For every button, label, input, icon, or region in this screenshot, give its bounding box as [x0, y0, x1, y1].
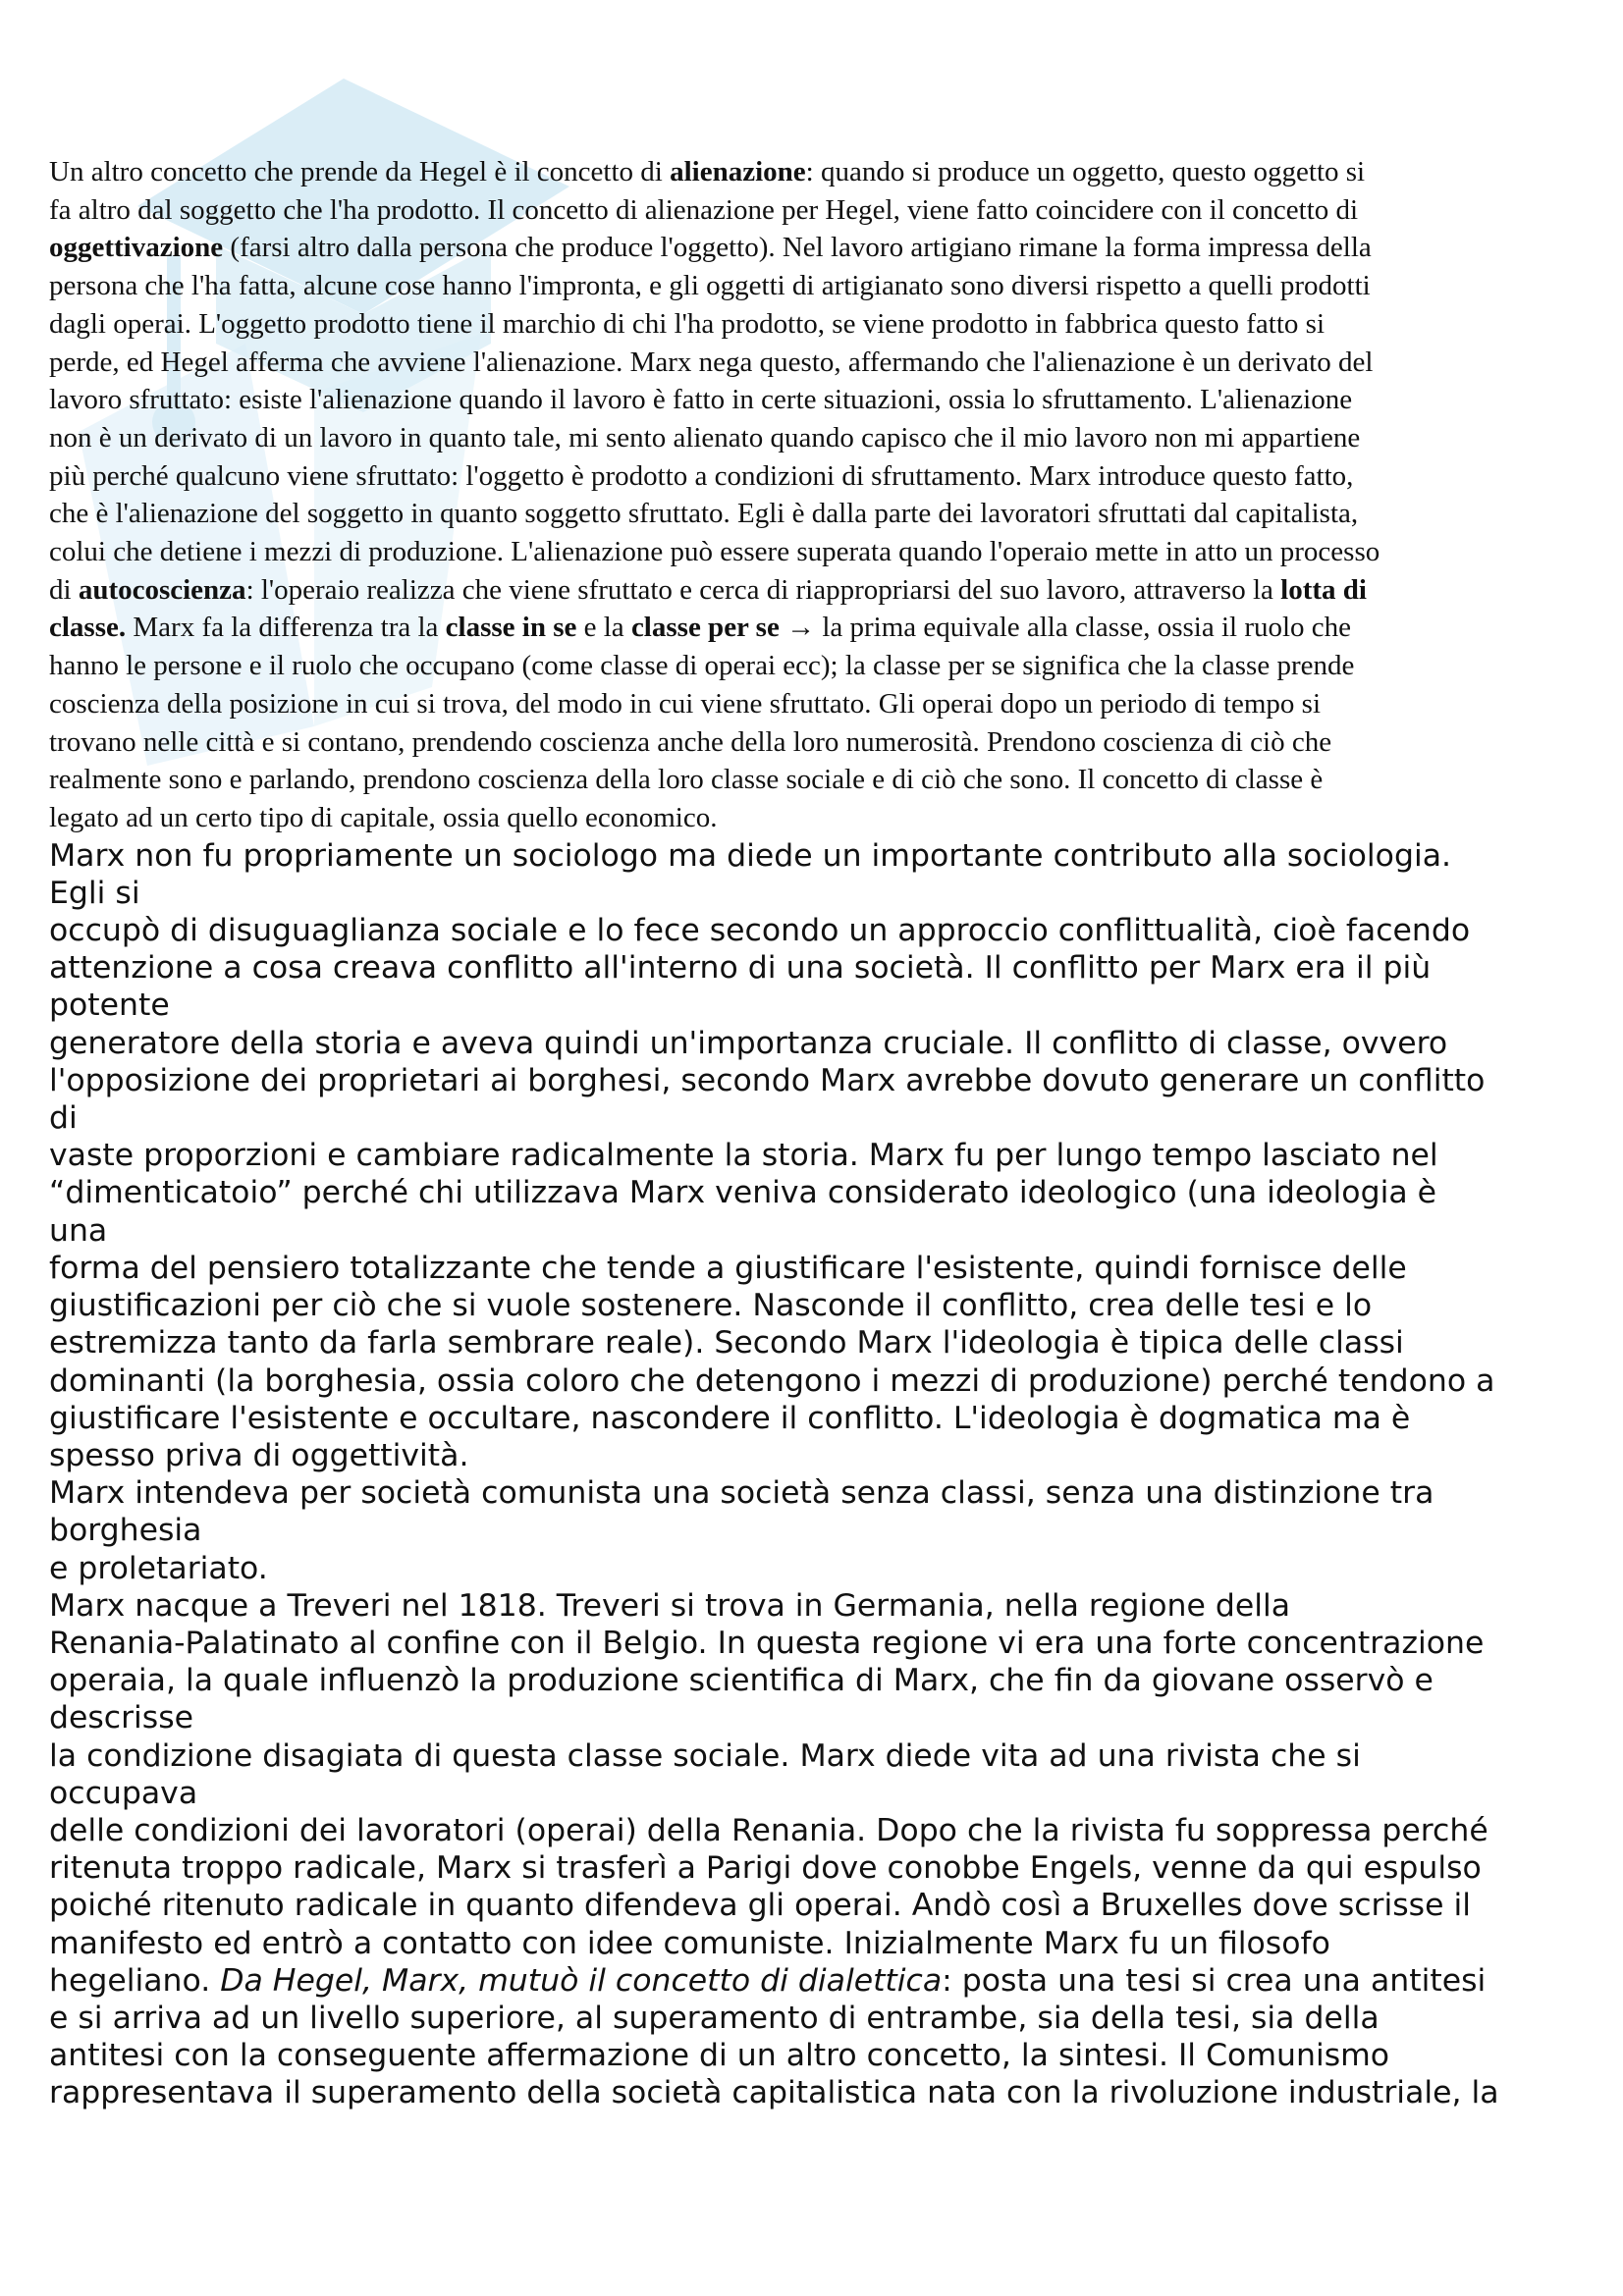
text-line: Marx intendeva per società comunista una società senza classi, senza una distinzione tra [49, 1475, 1434, 1512]
text-run: : l'operaio realizza che viene sfruttato e cerca di riappropriarsi del suo lavoro, attraverso la [245, 573, 1281, 606]
text-line: legato ad un certo tipo di capitale, ossia quello economico. [49, 801, 718, 833]
bold-term: alienazione [670, 156, 806, 187]
text-line: dagli operai. L'oggetto prodotto tiene il marchio di chi l'ha prodotto, se viene prodotto in fabbrica questo fatto si [49, 307, 1325, 340]
text-line [49, 1962, 1591, 2000]
bold-term: oggettivazione [49, 232, 224, 264]
text-line [49, 571, 1591, 610]
text-line: la condizione disagiata di questa classe sociale. Marx diede vita ad una rivista che si [49, 1737, 1361, 1774]
bold-term: classe. [49, 612, 127, 644]
text-line: occupava [49, 1775, 198, 1811]
text-line: forma del pensiero totalizzante che tende a giustificare l'esistente, quindi fornisce delle [49, 1250, 1407, 1286]
text-run: Un altro concetto che prende da Hegel è il concetto di [49, 156, 671, 187]
text-line: lavoro sfruttato: esiste l'alienazione quando il lavoro è fatto in certe situazioni, ossia lo sfruttamento. L'alienazione [49, 384, 1353, 416]
text-line: trovano nelle città e si contano, prendendo coscienza anche della loro numerosità. Prendono coscienza di ciò che [49, 725, 1332, 758]
text-run: hegeliano. [49, 1962, 221, 1999]
text-line: Egli si [49, 875, 140, 911]
text-line: non è un derivato di un lavoro in quanto tale, mi sento alienato quando capisco che il mio lavoro non mi appartiene [49, 421, 1361, 454]
text-line: che è l'alienazione del soggetto in quanto soggetto sfruttato. Egli è dalla parte dei lavoratori sfruttati dal capitalista, [49, 498, 1359, 530]
text-run: e la [576, 612, 631, 644]
text-line: generatore della storia e aveva quindi un'importanza cruciale. Il conflitto di classe, ovvero [49, 1025, 1448, 1061]
text-line: spesso priva di oggettività. [49, 1437, 469, 1473]
text-run: → la prima equivale alla classe, ossia il ruolo che [779, 612, 1352, 644]
text-line: occupò di disuguaglianza sociale e lo fece secondo un approccio conflittualità, cioè facendo [49, 913, 1471, 949]
bold-term: classe per se [630, 612, 780, 644]
text-line: di [49, 1100, 78, 1137]
text-run: : posta una tesi si crea una antitesi [942, 1962, 1487, 1999]
bold-term: autocoscienza [78, 573, 246, 606]
text-line: più perché qualcuno viene sfruttato: l'oggetto è prodotto a condizioni di sfruttamento. Marx introduce questo fatto, [49, 459, 1354, 492]
text-line: delle condizioni dei lavoratori (operai) della Renania. Dopo che la rivista fu soppressa perché [49, 1812, 1488, 1848]
text-line [49, 609, 1591, 647]
text-line: descrisse [49, 1700, 194, 1736]
text-line: poiché ritenuto radicale in quanto difendeva gli operai. Andò così a Bruxelles dove scrisse il [49, 1888, 1471, 1924]
text-line: rappresentava il superamento della società capitalistica nata con la rivoluzione industriale, la [49, 2075, 1499, 2111]
text-line: attenzione a cosa creava conflitto all'interno di una società. Il conflitto per Marx era il più [49, 950, 1432, 987]
text-line: una [49, 1212, 108, 1249]
document-content [49, 153, 1591, 2112]
text-line: “dimenticatoio” perché chi utilizzava Marx veniva considerato ideologico (una ideologia è [49, 1175, 1437, 1211]
text-line: operaia, la quale influenzò la produzione scientifica di Marx, che fin da giovane osservò e [49, 1663, 1434, 1699]
text-line: Marx nacque a Treveri nel 1818. Treveri si trova in Germania, nella regione della [49, 1587, 1291, 1624]
text-run: : quando si produce un oggetto, questo oggetto si [805, 156, 1366, 187]
text-line [49, 153, 1591, 191]
paragraph-marx-sociologia [49, 837, 1591, 2112]
text-line: potente [49, 988, 170, 1024]
text-run: di [49, 573, 79, 606]
text-line: antitesi con la conseguente affermazione di un altro concetto, la sintesi. Il Comunismo [49, 2038, 1390, 2074]
italic-phrase: Da Hegel, Marx, mutuò il concetto di dialettica [220, 1962, 943, 1999]
text-line: e si arriva ad un livello superiore, al superamento di entrambe, sia della tesi, sia della [49, 2000, 1380, 2036]
text-line: estremizza tanto da farla sembrare reale). Secondo Marx l'ideologia è tipica delle classi [49, 1325, 1404, 1362]
text-line: perde, ed Hegel afferma che avviene l'alienazione. Marx nega questo, affermando che l'alienazione è un derivato del [49, 346, 1374, 378]
text-line: borghesia [49, 1513, 202, 1549]
text-line: realmente sono e parlando, prendono coscienza della loro classe sociale e di ciò che sono. Il concetto di classe è [49, 764, 1324, 796]
text-line: giustificare l'esistente e occultare, nascondere il conflitto. L'ideologia è dogmatica ma è [49, 1400, 1411, 1436]
text-line: manifesto ed entrò a contatto con idee comuniste. Inizialmente Marx fu un filosofo [49, 1925, 1330, 1961]
text-line: fa altro dal soggetto che l'ha prodotto. Il concetto di alienazione per Hegel, viene fatto coincidere con il concetto di [49, 193, 1359, 226]
text-line: colui che detiene i mezzi di produzione. L'alienazione può essere superata quando l'operaio mette in atto un processo [49, 536, 1380, 568]
text-run: Marx fa la differenza tra la [126, 612, 446, 644]
paragraph-alienazione [49, 153, 1591, 837]
text-line [49, 229, 1591, 267]
bold-term: classe in se [445, 612, 577, 644]
text-line: persona che l'ha fatta, alcune cose hanno l'impronta, e gli oggetti di artigianato sono diversi rispetto a quelli prodotti [49, 270, 1371, 302]
text-line: giustificazioni per ciò che si vuole sostenere. Nasconde il conflitto, crea delle tesi e lo [49, 1288, 1373, 1324]
text-run: (farsi altro dalla persona che produce l'oggetto). Nel lavoro artigiano rimane la forma impressa della [223, 232, 1372, 264]
text-line: vaste proporzioni e cambiare radicalmente la storia. Marx fu per lungo tempo lasciato nel [49, 1138, 1438, 1174]
text-line: Marx non fu propriamente un sociologo ma diede un importante contributo alla sociologia. [49, 837, 1452, 874]
text-line: coscienza della posizione in cui si trova, del modo in cui viene sfruttato. Gli operai dopo un periodo di tempo si [49, 687, 1322, 720]
text-line: e proletariato. [49, 1550, 268, 1586]
text-line: dominanti (la borghesia, ossia coloro che detengono i mezzi di produzione) perché tendono a [49, 1362, 1495, 1399]
text-line: l'opposizione dei proprietari ai borghesi, secondo Marx avrebbe dovuto generare un conflitto [49, 1062, 1486, 1098]
text-line: ritenuta troppo radicale, Marx si trasferì a Parigi dove conobbe Engels, venne da qui espulso [49, 1850, 1482, 1887]
text-line: Renania-Palatinato al confine con il Belgio. In questa regione vi era una forte concentrazione [49, 1625, 1485, 1661]
text-line: hanno le persone e il ruolo che occupano (come classe di operai ecc); la classe per se significa che la classe prende [49, 650, 1355, 682]
bold-term: lotta di [1280, 573, 1367, 606]
